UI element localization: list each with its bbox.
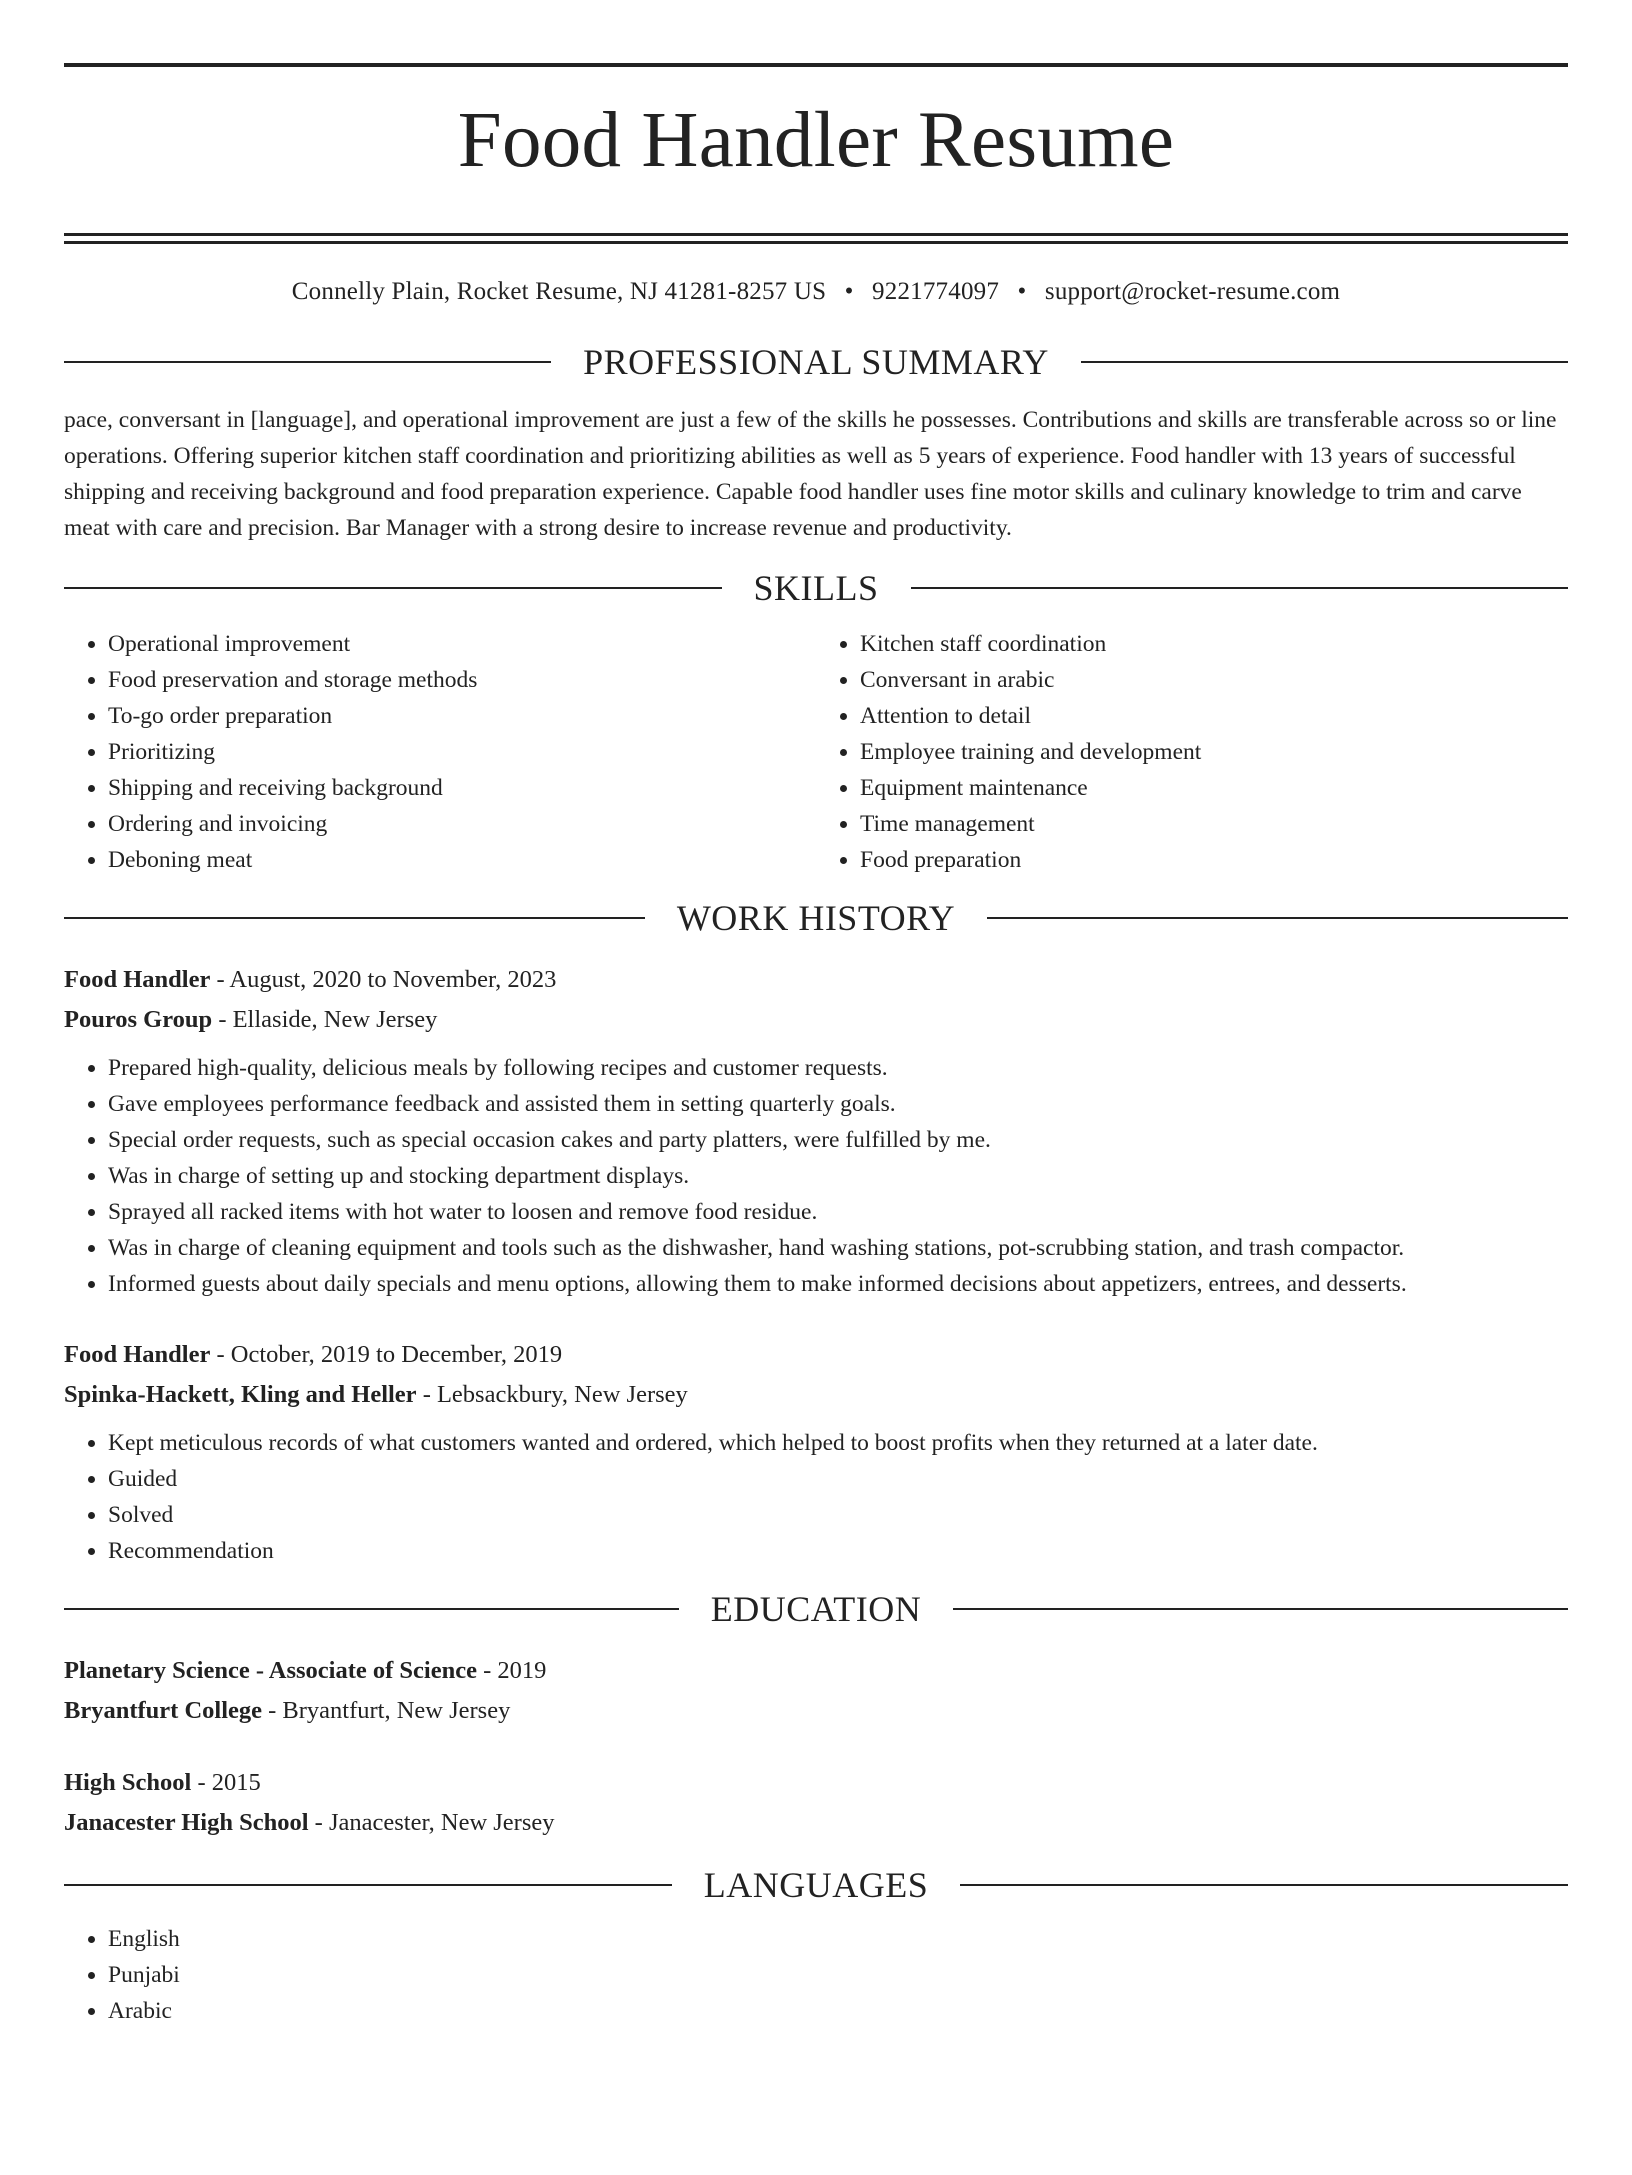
job-location: - Lebsackbury, New Jersey <box>416 1380 688 1408</box>
languages-list <box>64 1921 1568 2029</box>
job-duty: • Guided <box>108 1461 1568 1497</box>
job-duty: • Recommendation <box>108 1533 1568 1569</box>
skill-item: • Prioritizing <box>108 734 816 770</box>
skill-item: • Food preservation and storage methods <box>108 662 816 698</box>
job-duty: • Was in charge of setting up and stocking department displays. <box>108 1158 1568 1194</box>
job-company-line <box>64 1375 1568 1415</box>
divider-line <box>64 587 722 589</box>
skills-columns <box>64 626 1568 878</box>
skill-item: • Shipping and receiving background <box>108 770 816 806</box>
contact-phone: 9221774097 <box>872 277 1000 305</box>
title-double-rule <box>64 233 1568 244</box>
resume-title: Food Handler Resume <box>457 97 1175 184</box>
skill-item: • Time management <box>860 806 1568 842</box>
education-school: Janacester High School <box>64 1808 309 1836</box>
skill-item: • Conversant in arabic <box>860 662 1568 698</box>
education-entry <box>64 1651 1568 1731</box>
job-company: Pouros Group <box>64 1005 213 1033</box>
education-year: - 2019 <box>476 1656 547 1684</box>
education-degree-line <box>64 1651 1568 1691</box>
job-location: - Ellaside, New Jersey <box>212 1005 438 1033</box>
divider-line <box>64 1884 672 1886</box>
job-duties-list <box>64 1050 1568 1302</box>
job-role: Food Handler <box>64 1340 211 1368</box>
skill-item: • Employee training and development <box>860 734 1568 770</box>
divider-line <box>953 1608 1568 1610</box>
section-header-work <box>64 897 1568 938</box>
language-item: • English <box>108 1921 1568 1957</box>
skill-item: • Attention to detail <box>860 698 1568 734</box>
section-header-summary <box>64 341 1568 382</box>
education-entry <box>64 1763 1568 1843</box>
job-role: Food Handler <box>64 965 211 993</box>
section-title-skills: SKILLS <box>753 567 879 608</box>
summary-text: pace, conversant in [language], and operational improvement are just a few of the skills he possesses. Contributions and skills are transferable across so or line operations. Offering superior kitchen staff coordination and prioritizing abilities as well as 5 years of experience. Food handler with 13 years of successful shipping and receiving background and food preparation experience. Capable food handler uses fine motor skills and culinary knowledge to trim and carve meat with care and precision. Bar Manager with a strong desire to increase revenue and productivity. <box>64 406 1557 541</box>
skill-item: • Operational improvement <box>108 626 816 662</box>
skills-list-right <box>816 626 1568 878</box>
job-duty: • Solved <box>108 1497 1568 1533</box>
divider-line <box>987 917 1568 919</box>
skill-item: • To-go order preparation <box>108 698 816 734</box>
language-item: • Punjabi <box>108 1957 1568 1993</box>
job-duty: • Informed guests about daily specials and menu options, allowing them to make informed decisions about appetizers, entrees, and desserts. <box>108 1266 1568 1302</box>
top-rule <box>64 63 1568 67</box>
divider-line <box>64 361 551 363</box>
job-duty: • Prepared high-quality, delicious meals by following recipes and customer requests. <box>108 1050 1568 1086</box>
contact-separator: • <box>844 277 854 305</box>
job-duties-list <box>64 1425 1568 1569</box>
job-duty: • Gave employees performance feedback and assisted them in setting quarterly goals. <box>108 1086 1568 1122</box>
section-title-summary: PROFESSIONAL SUMMARY <box>583 341 1049 382</box>
education-school-line <box>64 1803 1568 1843</box>
section-title-work: WORK HISTORY <box>676 897 956 938</box>
contact-address: Connelly Plain, Rocket Resume, NJ 41281-8257 US <box>291 277 827 305</box>
job-title-line <box>64 960 1568 1000</box>
education-school: Bryantfurt College <box>64 1696 262 1724</box>
education-location: - Bryantfurt, New Jersey <box>262 1696 511 1724</box>
education-degree-line <box>64 1763 1568 1803</box>
education-school-line <box>64 1691 1568 1731</box>
skills-list-left <box>64 626 816 878</box>
job-title-line <box>64 1335 1568 1375</box>
divider-line <box>1081 361 1568 363</box>
divider-line <box>960 1884 1568 1886</box>
education-year: - 2015 <box>191 1768 261 1796</box>
job-duty: • Kept meticulous records of what customers wanted and ordered, which helped to boost profits when they returned at a later date. <box>108 1425 1568 1461</box>
section-header-education <box>64 1588 1568 1629</box>
job-dates: - August, 2020 to November, 2023 <box>210 965 557 993</box>
section-title-education: EDUCATION <box>710 1588 922 1629</box>
education-location: - Janacester, New Jersey <box>308 1808 555 1836</box>
job-duty: • Special order requests, such as special occasion cakes and party platters, were fulfilled by me. <box>108 1122 1568 1158</box>
language-item: • Arabic <box>108 1993 1568 2029</box>
divider-line <box>911 587 1569 589</box>
divider-line <box>64 1608 679 1610</box>
section-header-languages <box>64 1864 1568 1905</box>
skill-item: • Food preparation <box>860 842 1568 878</box>
section-header-skills <box>64 567 1568 608</box>
education-degree: Planetary Science - Associate of Science <box>64 1656 477 1684</box>
skill-item: • Deboning meat <box>108 842 816 878</box>
divider-line <box>64 917 645 919</box>
contact-email: support@rocket-resume.com <box>1044 277 1341 305</box>
job-company-line <box>64 1000 1568 1040</box>
skill-item: • Kitchen staff coordination <box>860 626 1568 662</box>
job-entry <box>64 1335 1568 1569</box>
section-title-languages: LANGUAGES <box>703 1864 929 1905</box>
job-duty: • Sprayed all racked items with hot water to loosen and remove food residue. <box>108 1194 1568 1230</box>
job-company: Spinka-Hackett, Kling and Heller <box>64 1380 417 1408</box>
resume-page <box>0 63 1632 2175</box>
job-entry <box>64 960 1568 1302</box>
contact-separator: • <box>1017 277 1027 305</box>
education-degree: High School <box>64 1768 192 1796</box>
skill-item: • Ordering and invoicing <box>108 806 816 842</box>
contact-line <box>64 278 1568 306</box>
job-dates: - October, 2019 to December, 2019 <box>210 1340 563 1368</box>
job-duty: • Was in charge of cleaning equipment and tools such as the dishwasher, hand washing stations, pot-scrubbing station, and trash compactor. <box>108 1230 1568 1266</box>
skill-item: • Equipment maintenance <box>860 770 1568 806</box>
